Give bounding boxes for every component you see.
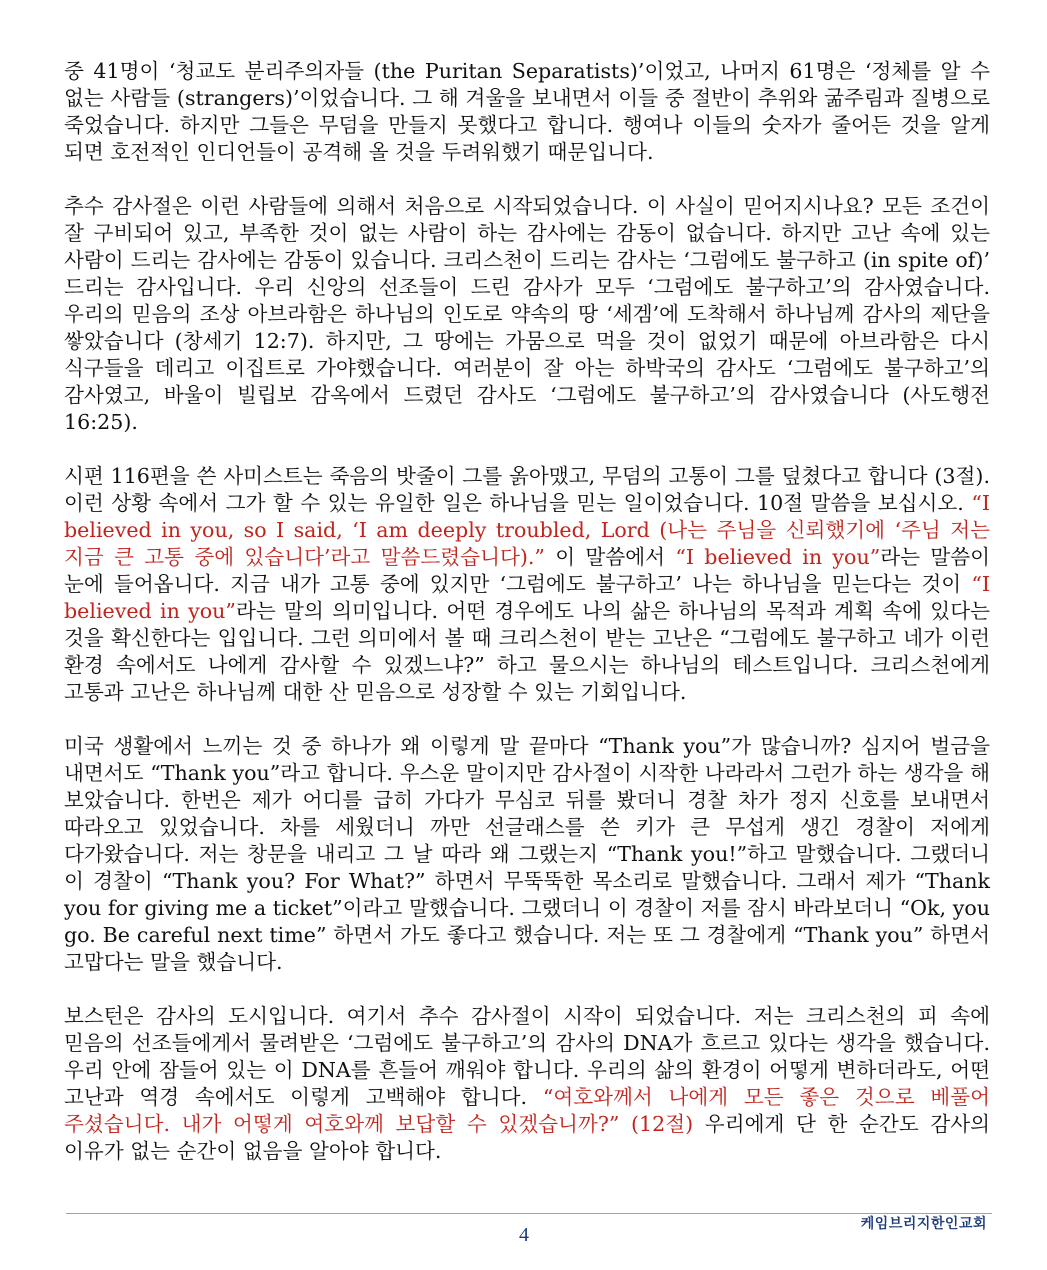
paragraph-text: 라는 말의 의미입니다. 어떤 경우에도 나의 삶은 하나님의 목적과 계획 속에 있다는 것을 확신한다는 입입니다. 그런 의미에서 볼 때 크리스천이 받는 고난은 “그럼에도 불구하고 네가 이런 환경 속에서도 나에게 감사할 수 있겠느냐?” 하고 물으시는 하나님의 테스트입니다. 크리스천에게 고통과 고난은 하나님께 대한 산 믿음으로 성장할 수 있는 기회입니다.: [64, 599, 990, 704]
paragraph-5: [64, 1003, 990, 1165]
paragraph-1: [64, 58, 990, 166]
document-body: [64, 58, 990, 1192]
paragraph-2: [64, 193, 990, 436]
paragraph-text: 라는 말씀이 눈에 들어옵니다. 지금 내가 고통 중에 있지만 ‘그럼에도 불구하고’ 나는 하나님을 믿는다는 것이: [64, 545, 991, 596]
paragraph-text: 보스턴은 감사의 도시입니다. 여기서 추수 감사절이 시작이 되었습니다. 저는 크리스천의 피 속에 믿음의 선조들에게서 물려받은 ‘그럼에도 불구하고’의 감사의 DNA가 흐르고 있다는 생각을 했습니다. 우리 안에 잠들어 있는 이 DNA를 흔들어 깨워야 합니다. 우리의 삶의 환경이 어떻게 변하더라도, 어떤 고난과 역경 속에서도 이렇게 고백해야 합니다.: [64, 1004, 990, 1109]
scripture-quote: “I believed in you, so I said, ‘I am deeply troubled, Lord (나는 주님을 신뢰했기에 ‘주님 저는 지금 큰 고통 중에 있습니다’라고 말씀드렸습니다).”: [64, 491, 990, 569]
scripture-quote: “I believed in you”: [675, 545, 881, 569]
footer-divider: [66, 1213, 992, 1214]
church-name: 케임브리지한인교회: [860, 1216, 987, 1232]
paragraph-text: 미국 생활에서 느끼는 것 중 하나가 왜 이렇게 말 끝마다 “Thank you”가 많습니까? 심지어 벌금을 내면서도 “Thank you”라고 합니다. 우스운 말이지만 감사절이 시작한 나라라서 그런가 하는 생각을 해 보았습니다. 한번은 제가 어디를 급히 가다가 무심코 뒤를 봤더니 경찰 차가 정지 신호를 보내면서 따라오고 있었습니다. 차를 세웠더니 까만 선글래스를 쓴 키가 큰 무섭게 생긴 경찰이 저에게 다가왔습니다. 저는 창문을 내리고 그 날 따라 왜 그랬는지 “Thank you!”하고 말했습니다. 그랬더니 이 경찰이 “Thank you? For What?” 하면서 무뚝뚝한 목소리로 말했습니다. 그래서 제가 “Thank you for giving me a ticket”이라고 말했습니다. 그랬더니 이 경찰이 저를 잠시 바라보더니 “Ok, you go. Be careful next time” 하면서 가도 좋다고 했습니다. 저는 또 그 경찰에게 “Thank you” 하면서 고맙다는 말을 했습니다.: [64, 734, 990, 974]
paragraph-text: 우리에게 단 한 순간도 감사의 이유가 없는 순간이 없음을 알아야 합니다.: [64, 1112, 991, 1163]
paragraph-text: 시편 116편을 쓴 사미스트는 죽음의 밧줄이 그를 옭아맸고, 무덤의 고통이 그를 덮쳤다고 합니다 (3절). 이런 상황 속에서 그가 할 수 있는 유일한 일은 하나님을 믿는 일이었습니다. 10절 말씀을 보십시오.: [64, 464, 990, 515]
page-number: 4: [519, 1224, 529, 1246]
paragraph-3: [64, 463, 990, 706]
scripture-quote: “I believed in you”: [64, 572, 990, 623]
paragraph-4: [64, 733, 990, 976]
paragraph-text: 중 41명이 ‘청교도 분리주의자들 (the Puritan Separatists)’이었고, 나머지 61명은 ‘정체를 알 수 없는 사람들 (strangers)’이었습니다. 그 해 겨울을 보내면서 이들 중 절반이 추위와 굶주림과 질병으로 죽었습니다. 하지만 그들은 무덤을 만들지 못했다고 합니다. 행여나 이들의 숫자가 줄어든 것을 알게 되면 호전적인 인디언들이 공격해 올 것을 두려워했기 때문입니다.: [64, 59, 990, 164]
paragraph-text: 추수 감사절은 이런 사람들에 의해서 처음으로 시작되었습니다. 이 사실이 믿어지시나요? 모든 조건이 잘 구비되어 있고, 부족한 것이 없는 사람이 하는 감사에는 감동이 없습니다. 하지만 고난 속에 있는 사람이 드리는 감사에는 감동이 있습니다. 크리스천이 드리는 감사는 ‘그럼에도 불구하고 (in spite of)’ 드리는 감사입니다. 우리 신앙의 선조들이 드린 감사가 모두 ‘그럼에도 불구하고’의 감사였습니다. 우리의 믿음의 조상 아브라함은 하나님의 인도로 약속의 땅 ‘세겜’에 도착해서 하나님께 감사의 제단을 쌓았습니다 (창세기 12:7). 하지만, 그 땅에는 가뭄으로 먹을 것이 없었기 때문에 아브라함은 다시 식구들을 데리고 이집트로 가야했습니다. 여러분이 잘 아는 하박국의 감사도 ‘그럼에도 불구하고’의 감사였고, 바울이 빌립보 감옥에서 드렸던 감사도 ‘그럼에도 불구하고’의 감사였습니다 (사도행전 16:25).: [64, 194, 991, 434]
paragraph-text: 이 말씀에서: [544, 545, 676, 569]
scripture-quote: “여호와께서 나에게 모든 좋은 것으로 베풀어 주셨습니다. 내가 어떻게 여호와께 보답할 수 있겠습니까?” (12절): [64, 1085, 990, 1136]
